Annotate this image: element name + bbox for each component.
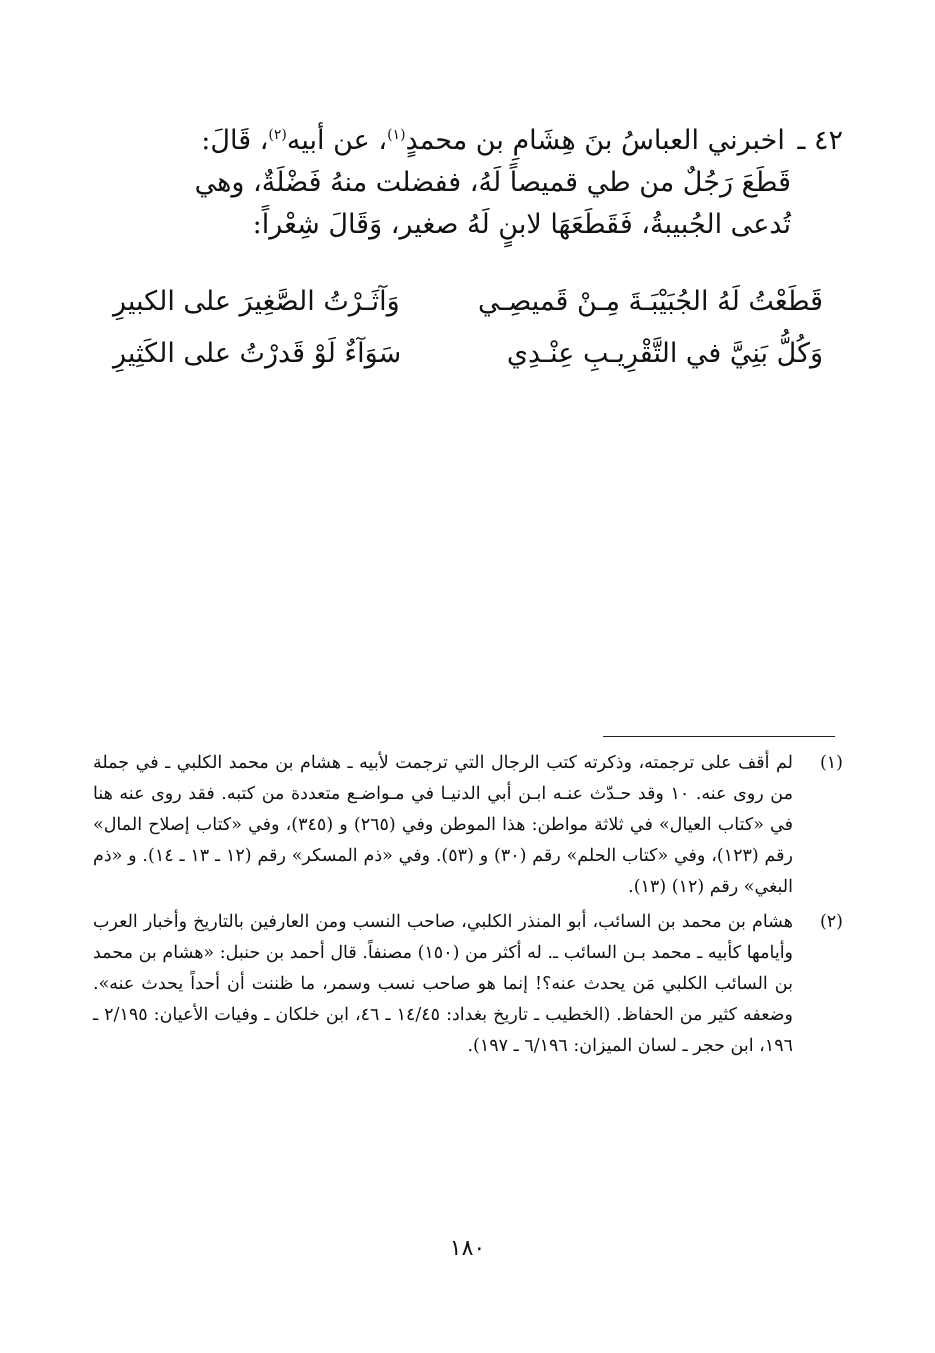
main-text [123, 120, 843, 246]
page-number: ١٨٠ [449, 1236, 486, 1261]
footnote-1-number: (١) [819, 753, 843, 773]
main-line-3: تُدعى الجُبيبةُ، فَقَطَعَهَا لابنٍ لَهُ صغير، وَقَالَ شِعْراً: [252, 209, 791, 240]
poem [113, 286, 823, 390]
verse-2-second-hemistich: سَوَآءٌ لَوْ قَدرْتُ على الكَثِيرِ [113, 338, 402, 369]
main-line-1-part-b: ، عن أبيه [286, 125, 388, 156]
main-line-1-part-a: اخبرني العباسُ بنَ هِشَامِ بن محمدٍ [405, 125, 785, 156]
footnote-1 [93, 748, 843, 903]
main-line-1 [123, 120, 843, 162]
verse-1-second-hemistich: وَآثَـرْتُ الصَّغِيرَ على الكبيرِ [113, 286, 400, 317]
verse-1-first-hemistich: قَطَعْتُ لَهُ الجُبَيْبَـةَ مِـنْ قَميصِـي [477, 286, 823, 317]
footnote-1-text: لم أقف على ترجمته، وذكرته كتب الرجال التي ترجمت لأبيه ـ هشام بن محمد الكلبي ـ في جملة من روى عنه. ١٠ وقد حـدّث عنـه ابـن أبي الدنيـا في مـواضـع متعددة من كتبه. فقد روى عنه هنا في «كتاب العيال» في ثلاثة مواطن: هذا الموطن وفي (٢٦٥) و (٣٤٥)، وفي «كتاب إصلاح المال» رقم (١٢٣)، وفي «كتاب الحلم» رقم (٣٠) و (٥٣). وفي «ذم المسكر» رقم (١٢ ـ ١٣ ـ ١٤). و «ذم البغي» رقم (١٢) (١٣). [93, 753, 794, 897]
main-line-2: قَطَعَ رَجُلٌ من طي قميصاً لَهُ، ففضلت منهُ فَضْلَةٌ، وهي [194, 167, 791, 198]
footnote-ref-1: (١) [387, 127, 406, 143]
footnotes [93, 748, 843, 1066]
verse-2-first-hemistich: وَكُلُّ بَنِيَّ في التَّقْرِيـبِ عِنْـدِي [506, 338, 823, 369]
footnote-ref-2: (٢) [268, 127, 287, 143]
verse-1 [113, 286, 823, 338]
main-line-1-part-c: ، قَالَ: [201, 125, 269, 156]
footnote-2 [93, 907, 843, 1062]
footnote-2-text: هشام بن محمد بن السائب، أبو المنذر الكلبي، صاحب النسب ومن العارفين بالتاريخ وأخبار العرب وأيامها كأبيه ـ محمد بـن السائب ـ. له أكثر من (١٥٠) مصنفاً. قال أحمد بن حنبل: «هشام بن محمد بن السائب الكلبي مَن يحدث عنه؟! إنما هو صاحب نسب وسمر، ما ظننت أن أحداً يحدث عنه». وضعفه كثير من الحفاظ. (الخطيب ـ تاريخ بغداد: ١٤/٤٥ ـ ٤٦، ابن خلكان ـ وفيات الأعيان: ٢/١٩٥ ـ ١٩٦، ابن حجر ـ لسان الميزان: ٦/١٩٦ ـ ١٩٧). [93, 912, 794, 1056]
verse-2 [113, 338, 823, 390]
footnote-2-number: (٢) [819, 912, 843, 932]
narration-number: ٤٢ ـ [797, 125, 843, 156]
footnote-divider [603, 736, 835, 737]
